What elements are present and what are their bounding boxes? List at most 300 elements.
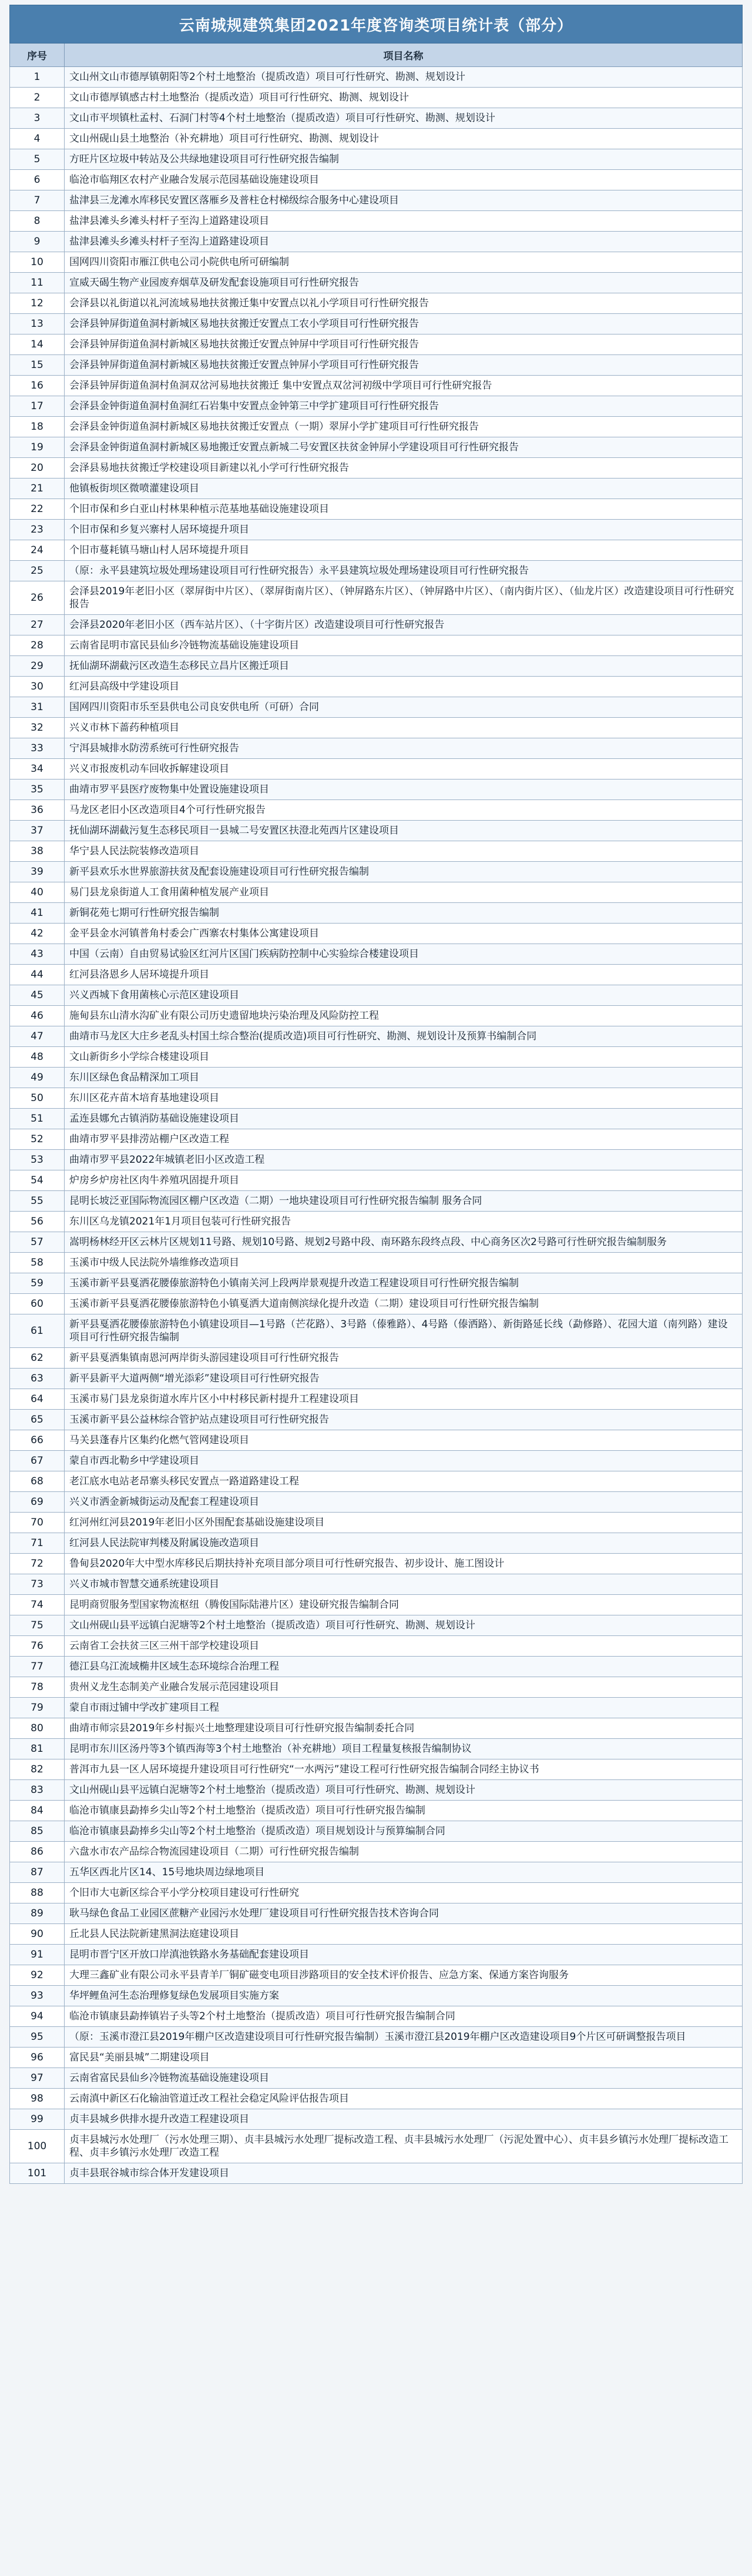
row-number: 42: [10, 924, 65, 944]
row-number: 98: [10, 2089, 65, 2109]
project-name: 文山市德厚镇感古村土地整治（提质改造）项目可行性研究、勘测、规划设计: [65, 88, 743, 108]
table-row: [10, 1294, 743, 1314]
project-name: 会泽县钟屏街道鱼洞村新城区易地扶贫搬迁安置点钟屏小学项目可行性研究报告: [65, 355, 743, 376]
table-row: [10, 821, 743, 841]
table-row: [10, 656, 743, 677]
project-name: 曲靖市师宗县2019年乡村振兴土地整理建设项目可行性研究报告编制委托合同: [65, 1718, 743, 1739]
row-number: 61: [10, 1314, 65, 1348]
row-number: 26: [10, 581, 65, 615]
row-number: 37: [10, 821, 65, 841]
table-row: [10, 1945, 743, 1965]
table-row: [10, 1821, 743, 1842]
row-number: 91: [10, 1945, 65, 1965]
project-name: 普洱市九县一区人居环境提升建设项目可行性研究“一水两污”建设工程可行性研究报告编制合同经主协议书: [65, 1759, 743, 1780]
row-number: 96: [10, 2048, 65, 2068]
row-number: 64: [10, 1389, 65, 1410]
project-name: 红河州红河县2019年老旧小区外围配套基础设施建设项目: [65, 1513, 743, 1533]
header-name: 项目名称: [65, 44, 743, 67]
row-number: 73: [10, 1574, 65, 1595]
row-number: 39: [10, 862, 65, 882]
table-row: [10, 211, 743, 232]
row-number: 63: [10, 1369, 65, 1389]
table-row: [10, 561, 743, 581]
row-number: 1: [10, 67, 65, 88]
row-number: 86: [10, 1842, 65, 1862]
row-number: 84: [10, 1801, 65, 1821]
row-number: 74: [10, 1595, 65, 1615]
row-number: 9: [10, 232, 65, 252]
row-number: 32: [10, 718, 65, 738]
project-name: 曲靖市罗平县排涝站棚户区改造工程: [65, 1129, 743, 1150]
project-name: 个旧市保和乡复兴寨村人居环境提升项目: [65, 520, 743, 540]
table-row: [10, 2068, 743, 2089]
row-number: 101: [10, 2163, 65, 2184]
table-row: [10, 718, 743, 738]
table-row: [10, 944, 743, 965]
table-row: [10, 314, 743, 334]
table-row: [10, 1718, 743, 1739]
table-row: [10, 67, 743, 88]
row-number: 71: [10, 1533, 65, 1554]
row-number: 33: [10, 738, 65, 759]
project-name: 昆明市东川区汤丹等3个镇西海等3个村土地整治（补充耕地）项目工程量复核报告编制协议: [65, 1739, 743, 1759]
row-number: 6: [10, 170, 65, 190]
project-name: 会泽县以礼街道以礼河流域易地扶贫搬迁集中安置点以礼小学项目可行性研究报告: [65, 293, 743, 314]
table-row: [10, 1903, 743, 1924]
table-row: [10, 903, 743, 924]
row-number: 16: [10, 376, 65, 396]
table-row: [10, 1170, 743, 1191]
project-name: 鲁甸县2020年大中型水库移民后期扶持补充项目部分项目可行性研究报告、初步设计、施工图设计: [65, 1554, 743, 1574]
table-row: [10, 677, 743, 697]
row-number: 59: [10, 1273, 65, 1294]
project-name: 云南省富民县仙乡冷链物流基础设施建设项目: [65, 2068, 743, 2089]
project-name: 盐津县滩头乡滩头村杆子至沟上道路建设项目: [65, 211, 743, 232]
project-name: 金平县金水河镇普角村委会广西寨农村集体公寓建设项目: [65, 924, 743, 944]
row-number: 25: [10, 561, 65, 581]
row-number: 65: [10, 1410, 65, 1430]
table-row: [10, 2006, 743, 2027]
project-name: 嵩明杨林经开区云林片区规划11号路、规划10号路、规划2号路中段、南环路东段终点段、中心商务区次2号路可行性研究报告编制服务: [65, 1232, 743, 1253]
table-row: [10, 862, 743, 882]
row-number: 87: [10, 1862, 65, 1883]
row-number: 52: [10, 1129, 65, 1150]
table-row: [10, 108, 743, 129]
row-number: 66: [10, 1430, 65, 1451]
table-row: [10, 1965, 743, 1986]
project-name: 老江底水电站老昂寨头移民安置点一路道路建设工程: [65, 1471, 743, 1492]
project-name: 新平县欢乐水世界旅游扶贫及配套设施建设项目可行性研究报告编制: [65, 862, 743, 882]
row-number: 78: [10, 1677, 65, 1698]
table-row: [10, 1657, 743, 1677]
row-number: 35: [10, 780, 65, 800]
table-row: [10, 1513, 743, 1533]
table-row: [10, 1088, 743, 1109]
project-name: 玉溪市易门县龙泉街道水库片区小中村移民新村提升工程建设项目: [65, 1389, 743, 1410]
project-name: 昆明商贸服务型国家物流枢纽（腾俊国际陆港片区）建设研究报告编制合同: [65, 1595, 743, 1615]
project-name: 临沧市镇康县勐捧乡尖山等2个村土地整治（提质改造）项目可行性研究报告编制: [65, 1801, 743, 1821]
row-number: 45: [10, 985, 65, 1006]
project-name: 昆明市晋宁区开放口岸滇池铁路水务基础配套建设项目: [65, 1945, 743, 1965]
row-number: 53: [10, 1150, 65, 1170]
row-number: 19: [10, 437, 65, 458]
row-number: 17: [10, 396, 65, 417]
project-name: 会泽县钟屏街道鱼洞村新城区易地扶贫搬迁安置点工农小学项目可行性研究报告: [65, 314, 743, 334]
table-row: [10, 1047, 743, 1068]
row-number: 27: [10, 615, 65, 635]
table-row: [10, 1924, 743, 1945]
project-name: 马龙区老旧小区改造项目4个可行性研究报告: [65, 800, 743, 821]
project-name: 华坪鲤鱼河生态治理修复绿色发展项目实施方案: [65, 1986, 743, 2006]
row-number: 31: [10, 697, 65, 718]
project-name: 华宁县人民法院装修改造项目: [65, 841, 743, 862]
row-number: 58: [10, 1253, 65, 1273]
table-row: [10, 780, 743, 800]
project-name: 玉溪市中级人民法院外墙维修改造项目: [65, 1253, 743, 1273]
table-row: [10, 149, 743, 170]
project-name: 云南省工会扶贫三区三州干部学校建设项目: [65, 1636, 743, 1657]
row-number: 11: [10, 273, 65, 293]
project-name: 玉溪市新平县戛洒花腰傣旅游特色小镇南关河上段两岸景观提升改造工程建设项目可行性研究报告编制: [65, 1273, 743, 1294]
table-row: [10, 1492, 743, 1513]
row-number: 57: [10, 1232, 65, 1253]
row-number: 69: [10, 1492, 65, 1513]
table-row: [10, 2130, 743, 2163]
table-row: [10, 1389, 743, 1410]
table-row: [10, 355, 743, 376]
row-number: 5: [10, 149, 65, 170]
row-number: 82: [10, 1759, 65, 1780]
project-name: 孟连县娜允古镇消防基础设施建设项目: [65, 1109, 743, 1129]
row-number: 68: [10, 1471, 65, 1492]
table-row: [10, 1595, 743, 1615]
project-name: 耿马绿色食品工业园区蔗糖产业园污水处理厂建设项目可行性研究报告技术咨询合同: [65, 1903, 743, 1924]
row-number: 50: [10, 1088, 65, 1109]
project-name: 新平县戛洒花腰傣旅游特色小镇建设项目—1号路（芒花路）、3号路（傣雅路）、4号路（傣洒路）、新街路延长线（勐修路）、花园大道（南列路）建设项目可行性研究报告编制: [65, 1314, 743, 1348]
row-number: 21: [10, 479, 65, 499]
project-name: 会泽县金钟街道鱼洞村鱼洞红石岩集中安置点金钟第三中学扩建项目可行性研究报告: [65, 396, 743, 417]
row-number: 62: [10, 1348, 65, 1369]
project-name: （原：玉溪市澄江县2019年棚户区改造建设项目可行性研究报告编制）玉溪市澄江县2019年棚户区改造建设项目9个片区可研调整报告项目: [65, 2027, 743, 2048]
table-row: [10, 924, 743, 944]
row-number: 43: [10, 944, 65, 965]
table-row: [10, 334, 743, 355]
project-name: 六盘水市农产品综合物流园建设项目（二期）可行性研究报告编制: [65, 1842, 743, 1862]
project-name: 临沧市临翔区农村产业融合发展示范园基础设施建设项目: [65, 170, 743, 190]
project-name: 贞丰县珉谷城市综合体开发建设项目: [65, 2163, 743, 2184]
project-name: 新平县戛洒集镇南恩河两岸街头游园建设项目可行性研究报告: [65, 1348, 743, 1369]
table-row: [10, 1006, 743, 1026]
row-number: 8: [10, 211, 65, 232]
table-row: [10, 252, 743, 273]
table-row: [10, 581, 743, 615]
table-row: [10, 293, 743, 314]
row-number: 41: [10, 903, 65, 924]
row-number: 89: [10, 1903, 65, 1924]
table-row: [10, 232, 743, 252]
project-name: 炉房乡炉房社区肉牛养殖巩固提升项目: [65, 1170, 743, 1191]
table-row: [10, 1212, 743, 1232]
project-name: 兴义市报废机动车回收拆解建设项目: [65, 759, 743, 780]
row-number: 70: [10, 1513, 65, 1533]
table-row: [10, 540, 743, 561]
table-row: [10, 759, 743, 780]
project-name: 抚仙湖环湖截污区改造生态移民立昌片区搬迁项目: [65, 656, 743, 677]
project-name: 文山州文山市德厚镇朝阳等2个村土地整治（提质改造）项目可行性研究、勘测、规划设计: [65, 67, 743, 88]
project-name: 会泽县易地扶贫搬迁学校建设项目新建以礼小学可行性研究报告: [65, 458, 743, 479]
table-row: [10, 499, 743, 520]
table-row: [10, 1129, 743, 1150]
row-number: 29: [10, 656, 65, 677]
project-name: 会泽县钟屏街道鱼洞村新城区易地扶贫搬迁安置点钟屏中学项目可行性研究报告: [65, 334, 743, 355]
project-name: 东川区绿色食品精深加工项目: [65, 1068, 743, 1088]
table-row: [10, 1554, 743, 1574]
project-name: 五华区西北片区14、15号地块周边绿地项目: [65, 1862, 743, 1883]
row-number: 23: [10, 520, 65, 540]
row-number: 85: [10, 1821, 65, 1842]
project-name: 马关县蓬春片区集约化燃气管网建设项目: [65, 1430, 743, 1451]
row-number: 15: [10, 355, 65, 376]
project-name: 兴义西城下食用菌核心示范区建设项目: [65, 985, 743, 1006]
row-number: 7: [10, 190, 65, 211]
project-name: 贞丰县城污水处理厂（污水处理三期）、贞丰县城污水处理厂提标改造工程、贞丰县城污水处理厂（污泥处置中心）、贞丰县乡镇污水处理厂提标改造工程、贞丰乡镇污水处理厂改造工程: [65, 2130, 743, 2163]
row-number: 92: [10, 1965, 65, 1986]
table-row: [10, 1348, 743, 1369]
table-row: [10, 965, 743, 985]
project-name: 德江县乌江流域椭井区域生态环境综合治理工程: [65, 1657, 743, 1677]
table-row: [10, 2089, 743, 2109]
table-row: [10, 2048, 743, 2068]
row-number: 55: [10, 1191, 65, 1212]
table-body: [9, 67, 743, 2184]
table-row: [10, 1739, 743, 1759]
project-name: 兴义市洒金新城街运动及配套工程建设项目: [65, 1492, 743, 1513]
table-row: [10, 1410, 743, 1430]
table-row: [10, 1574, 743, 1595]
row-number: 100: [10, 2130, 65, 2163]
project-name: 曲靖市罗平县医疗废物集中处置设施建设项目: [65, 780, 743, 800]
row-number: 80: [10, 1718, 65, 1739]
project-name: 蒙自市西北勒乡中学建设项目: [65, 1451, 743, 1471]
table-row: [10, 1026, 743, 1047]
row-number: 94: [10, 2006, 65, 2027]
project-name: 红河县高级中学建设项目: [65, 677, 743, 697]
project-name: 个旧市保和乡白亚山村林果种植示范基地基础设施建设项目: [65, 499, 743, 520]
project-name: 盐津县三龙滩水库移民安置区落雁乡及普柱仓村梯级综合服务中心建设项目: [65, 190, 743, 211]
row-number: 40: [10, 882, 65, 903]
row-number: 13: [10, 314, 65, 334]
row-number: 49: [10, 1068, 65, 1088]
project-name: 临沧市镇康县勐捧乡尖山等2个村土地整治（提质改造）项目规划设计与预算编制合同: [65, 1821, 743, 1842]
table-row: [10, 2163, 743, 2184]
project-name: 文山市平坝镇杜孟村、石洞门村等4个村土地整治（提质改造）项目可行性研究、勘测、规划设计: [65, 108, 743, 129]
project-name: 中国（云南）自由贸易试验区红河片区国门疾病防控制中心实验综合楼建设项目: [65, 944, 743, 965]
row-number: 48: [10, 1047, 65, 1068]
row-number: 34: [10, 759, 65, 780]
project-name: 文山州砚山县土地整治（补充耕地）项目可行性研究、勘测、规划设计: [65, 129, 743, 149]
table-row: [10, 882, 743, 903]
row-number: 47: [10, 1026, 65, 1047]
table-row: [10, 1471, 743, 1492]
header-no: 序号: [10, 44, 65, 67]
table-row: [10, 1986, 743, 2006]
project-name: 云南省昆明市富民县仙乡冷链物流基础设施建设项目: [65, 635, 743, 656]
project-name: 文山州砚山县平远镇白泥塘等2个村土地整治（提质改造）项目可行性研究、勘测、规划设计: [65, 1780, 743, 1801]
table-row: [10, 417, 743, 437]
table-row: [10, 1677, 743, 1698]
row-number: 79: [10, 1698, 65, 1718]
row-number: 38: [10, 841, 65, 862]
table-row: [10, 88, 743, 108]
table-row: [10, 458, 743, 479]
table-row: [10, 1801, 743, 1821]
row-number: 4: [10, 129, 65, 149]
table-row: [10, 1109, 743, 1129]
table-row: [10, 1780, 743, 1801]
project-name: 玉溪市新平县公益林综合管护站点建设项目可行性研究报告: [65, 1410, 743, 1430]
table-row: [10, 1759, 743, 1780]
table-row: [10, 615, 743, 635]
table-row: [10, 1862, 743, 1883]
project-name: 个旧市蔓耗镇马塘山村人居环境提升项目: [65, 540, 743, 561]
project-name: 个旧市大屯新区综合平小学分校项目建设可行性研究: [65, 1883, 743, 1903]
row-number: 60: [10, 1294, 65, 1314]
table-row: [10, 520, 743, 540]
table-row: [10, 1842, 743, 1862]
row-number: 12: [10, 293, 65, 314]
row-number: 81: [10, 1739, 65, 1759]
project-name: 宣威天碣生物产业园废弃烟草及研发配套设施项目可行性研究报告: [65, 273, 743, 293]
project-name: 文山州砚山县平远镇白泥塘等2个村土地整治（提质改造）项目可行性研究、勘测、规划设计: [65, 1615, 743, 1636]
table-row: [10, 1253, 743, 1273]
project-name: 玉溪市新平县戛洒花腰傣旅游特色小镇戛洒大道南侧滨绿化提升改造（二期）建设项目可行性研究报告编制: [65, 1294, 743, 1314]
table-row: [10, 1314, 743, 1348]
project-name: 新铜花苑七期可行性研究报告编制: [65, 903, 743, 924]
table-row: [10, 697, 743, 718]
project-table-sheet: [9, 5, 743, 2184]
table-row: [10, 1615, 743, 1636]
project-name: 会泽县金钟街道鱼洞村新城区易地搬迁安置点新城二号安置区扶贫金钟屏小学建设项目可行性研究报告: [65, 437, 743, 458]
table-row: [10, 273, 743, 293]
row-number: 77: [10, 1657, 65, 1677]
table-row: [10, 2109, 743, 2130]
table-row: [10, 841, 743, 862]
project-name: 施甸县东山清水沟矿业有限公司历史遗留地块污染治理及风险防控工程: [65, 1006, 743, 1026]
project-name: 宁洱县城排水防涝系统可行性研究报告: [65, 738, 743, 759]
row-number: 51: [10, 1109, 65, 1129]
project-name: （原：永平县建筑垃圾处理场建设项目可行性研究报告）永平县建筑垃圾处理场建设项目可行性研究报告: [65, 561, 743, 581]
row-number: 56: [10, 1212, 65, 1232]
row-number: 93: [10, 1986, 65, 2006]
project-name: 抚仙湖环湖截污复生态移民项目一县城二号安置区扶澄北苑西片区建设项目: [65, 821, 743, 841]
table-row: [10, 1369, 743, 1389]
row-number: 72: [10, 1554, 65, 1574]
table-row: [10, 1232, 743, 1253]
row-number: 22: [10, 499, 65, 520]
table-row: [10, 1636, 743, 1657]
table-row: [10, 1150, 743, 1170]
project-name: 贞丰县城乡供排水提升改造工程建设项目: [65, 2109, 743, 2130]
project-name: 会泽县钟屏街道鱼洞村鱼洞双岔河易地扶贫搬迁 集中安置点双岔河初级中学项目可行性研究报告: [65, 376, 743, 396]
row-number: 97: [10, 2068, 65, 2089]
project-name: 富民县“美丽县城”二期建设项目: [65, 2048, 743, 2068]
project-name: 东川区花卉苗木培育基地建设项目: [65, 1088, 743, 1109]
row-number: 44: [10, 965, 65, 985]
row-number: 67: [10, 1451, 65, 1471]
table-row: [10, 1883, 743, 1903]
row-number: 14: [10, 334, 65, 355]
project-name: 文山新街乡小学综合楼建设项目: [65, 1047, 743, 1068]
row-number: 90: [10, 1924, 65, 1945]
table-row: [10, 1533, 743, 1554]
project-name: 兴义市城市智慧交通系统建设项目: [65, 1574, 743, 1595]
project-name: 兴义市林下蔷药种植项目: [65, 718, 743, 738]
table-row: [10, 1451, 743, 1471]
row-number: 54: [10, 1170, 65, 1191]
project-name: 东川区乌龙镇2021年1月项目包装可行性研究报告: [65, 1212, 743, 1232]
table-row: [10, 635, 743, 656]
project-name: 新平县新平大道两侧“增光添彩”建设项目可行性研究报告: [65, 1369, 743, 1389]
project-name: 曲靖市罗平县2022年城镇老旧小区改造工程: [65, 1150, 743, 1170]
project-name: 盐津县滩头乡滩头村杆子至沟上道路建设项目: [65, 232, 743, 252]
table-row: [10, 1698, 743, 1718]
table-row: [10, 738, 743, 759]
row-number: 28: [10, 635, 65, 656]
row-number: 46: [10, 1006, 65, 1026]
row-number: 95: [10, 2027, 65, 2048]
row-number: 18: [10, 417, 65, 437]
project-name: 大理三鑫矿业有限公司永平县青羊厂铜矿磁变电项目涉路项目的安全技术评价报告、应急方案、保通方案咨询服务: [65, 1965, 743, 1986]
project-name: 临沧市镇康县勐捧镇岩子头等2个村土地整治（提质改造）项目可行性研究报告编制合同: [65, 2006, 743, 2027]
project-name: 国网四川资阳市乐至县供电公司良安供电所（可研）合同: [65, 697, 743, 718]
table-row: [10, 800, 743, 821]
project-name: 易门县龙泉街道人工食用菌种植发展产业项目: [65, 882, 743, 903]
project-name: 国网四川资阳市雁江供电公司小院供电所可研编制: [65, 252, 743, 273]
row-number: 75: [10, 1615, 65, 1636]
table-row: [10, 170, 743, 190]
project-name: 曲靖市马龙区大庄乡老乱头村国土综合整治(提质改造)项目可行性研究、勘测、规划设计及预算书编制合同: [65, 1026, 743, 1047]
project-name: 会泽县2019年老旧小区（翠屏街中片区）、（翠屏街南片区）、（钟屏路东片区）、（钟屏路中片区）、（南内街片区）、（仙龙片区）改造建设项目可行性研究报告: [65, 581, 743, 615]
row-number: 10: [10, 252, 65, 273]
table-row: [10, 437, 743, 458]
table-row: [10, 1273, 743, 1294]
project-name: 红河县人民法院审判楼及附属设施改造项目: [65, 1533, 743, 1554]
project-name: 蒙自市雨过铺中学改扩建项目工程: [65, 1698, 743, 1718]
table-row: [10, 985, 743, 1006]
table-row: [10, 1191, 743, 1212]
project-name: 昆明长坡泛亚国际物流园区棚户区改造（二期）一地块建设项目可行性研究报告编制 服务合同: [65, 1191, 743, 1212]
table-row: [10, 1068, 743, 1088]
row-number: 20: [10, 458, 65, 479]
row-number: 99: [10, 2109, 65, 2130]
table-row: [10, 190, 743, 211]
row-number: 2: [10, 88, 65, 108]
project-name: 红河县洛恩乡人居环境提升项目: [65, 965, 743, 985]
project-name: 会泽县2020年老旧小区（西车站片区）、（十字街片区）改造建设项目可行性研究报告: [65, 615, 743, 635]
project-name: 方旺片区垃圾中转站及公共绿地建设项目可行性研究报告编制: [65, 149, 743, 170]
row-number: 76: [10, 1636, 65, 1657]
table-row: [10, 479, 743, 499]
table-row: [10, 1430, 743, 1451]
project-name: 贵州义龙生态制美产业融合发展示范园建设项目: [65, 1677, 743, 1698]
table-row: [10, 2027, 743, 2048]
project-name: 云南滇中新区石化输油管道迁改工程社会稳定风险评估报告项目: [65, 2089, 743, 2109]
table-row: [10, 129, 743, 149]
row-number: 88: [10, 1883, 65, 1903]
project-name: 会泽县金钟街道鱼洞村新城区易地扶贫搬迁安置点（一期）翠屏小学扩建项目可行性研究报告: [65, 417, 743, 437]
table-row: [10, 376, 743, 396]
row-number: 36: [10, 800, 65, 821]
